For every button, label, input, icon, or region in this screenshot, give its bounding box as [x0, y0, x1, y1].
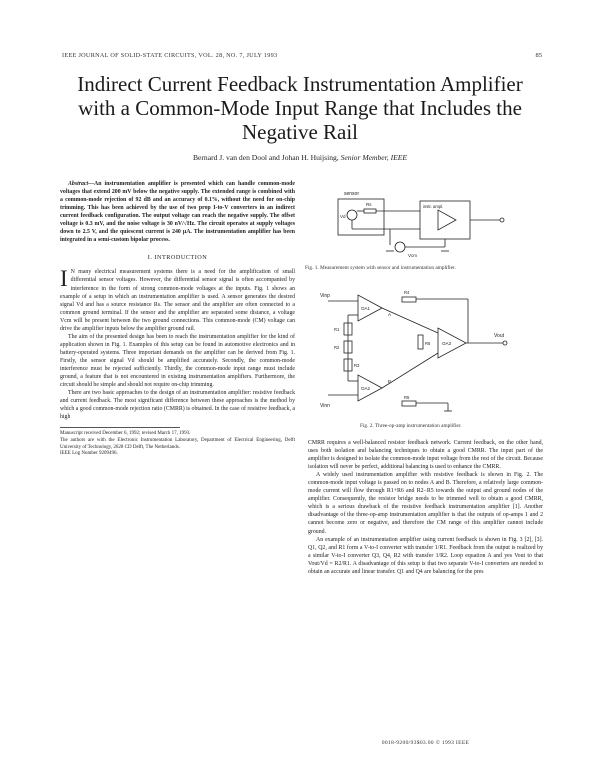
resistor-r5 [402, 401, 416, 406]
fig2-oa2-label: OA2 [361, 386, 371, 391]
author-names: Bernard J. van den Dool and Johan H. Huijsing, [192, 153, 339, 162]
intro-paragraph-3: There are two basic approaches to the design of an instrumentation amplifier: resistive feedback and current feedback. The most significant difference between these approaches is the method by which a good common-mode rejection ratio (CMRR) is obtained. In the case of resistive feedback, a high [60, 390, 295, 421]
fig2-vout-label: Vout [494, 333, 505, 339]
resistor-r4 [402, 297, 416, 302]
author-line [60, 153, 540, 162]
footnote-affiliation: The authors are with the Electronic Instrumentation Laboratory, Department of Electrical Engineering, Delft University of Technology, 2628 CD Delft, The Netherlands. [60, 437, 295, 450]
fig1-sensor-label: sensor [344, 191, 360, 197]
fig2-r1-label: R1 [334, 327, 340, 332]
abstract [60, 180, 295, 244]
abstract-text: An instrumentation amplifier is presented which can handle common-mode voltages that extend 200 mV below the negative supply. The extended range is combined with a common-mode rejection of 92 dB and an accuracy of 0.1%, without the need for on-chip trimming. This has been achieved by the use of two prop I-to-V converters in an indirect current feedback configuration. The output voltage can reach the negative supply. The offset voltage is 0.3 mV, and the noise voltage is 30 nV/√Hz. The circuit operates at supply voltages down to 2.5 V, and the quiescent current is 240 μA. The instrumentation amplifier has been integrated in a semi-custom bipolar process. [60, 181, 295, 244]
dropcap: I [60, 266, 68, 292]
vd-source [347, 210, 357, 220]
fig1-rs-label: Rs [366, 202, 372, 207]
fig2-r4-label: R4 [404, 290, 410, 295]
right-paragraph-2: A widely used instrumentation amplifier with resistive feedback is shown in Fig. 2. The common-mode input voltage is passed on to nodes A and B. Therefore, a relatively large common-mode current will flow through R1+R6 and R2−R5 towards the output and ground nodes of the amplifier. Consequently, the resistor bridge needs to be trimmed well to obtain a good CMRR, which is a serious drawback of the resistive feedback instrumentation amplifier [1]. Another disadvantage of the three-op-amp instrumentation amplifier is that the outputs of op-amps 1 and 2 cannot become zero or negative, and therefore the CM range of this amplifier cannot include ground. [308, 472, 543, 535]
figure-1-diagram [330, 185, 530, 260]
footnote-log-number: IEEE Log Number 9209496. [60, 451, 118, 457]
right-column [308, 439, 543, 576]
resistor-r6 [418, 335, 423, 349]
fig2-r3-label: R3 [354, 363, 360, 368]
author-role: Senior Member, IEEE [340, 153, 408, 162]
left-column [60, 180, 295, 458]
intro-paragraph-1-text: N many electrical measurement systems there is a need for the amplification of small differential sensor voltages. However, the differential sensor signal is often accompanied by interference in the form of strong common-mode voltages at the inputs. Fig. 1 shows an example of a setup in which an instrumentation amplifier is used. A sensor generates the desired signal Vd and has a source resistance Rs. The sensor and the amplifier are often connected to a common ground terminal. If the sensor and the amplifier are separated some distance, a voltage Vcm will be present between the two ground connections. This common-mode (CM) voltage can drive the amplifier inputs below the amplifier ground rail. [60, 269, 295, 332]
figure-2-diagram [318, 283, 518, 418]
fig1-vd-label: Vd [340, 214, 346, 219]
fig2-r5-label: R5 [404, 395, 410, 400]
fig2-vinn-label: Vinn [320, 403, 330, 409]
fig2-r6-label: R6 [425, 341, 431, 346]
fig2-vinp-label: Vinp [320, 293, 330, 299]
footnotes [60, 427, 295, 457]
fig2-oa3-label: OA3 [442, 341, 452, 346]
fig2-oa1-label: OA1 [361, 306, 371, 311]
fig2-node-b-label: B [388, 379, 392, 384]
page-number: 85 [535, 52, 542, 59]
figure-2-caption: Fig. 2. Three-op-amp instrumentation amplifier. [360, 423, 462, 429]
right-paragraph-3: An example of an instrumentation amplifier using current feedback is shown in Fig. 3 [2], [3]. Q1, Q2, and R1 form a V-to-I converter with transfer 1/R1. Feedback from the output is realized by a similar V-to-I converter Q3, Q4, R2 with transfer 1/R2. Loop equation A and yes Vout to that Vout/Vd = R2/R1. A disadvantage of this setup is that two separate V-to-I converters are needed to obtain an accurate and linear transfer. Q1 and Q4 are balancing for the pres [308, 536, 543, 575]
intro-paragraph-1 [60, 268, 295, 332]
fig1-amp-label: instr. ampl. [423, 204, 444, 209]
footnote-manuscript: Manuscript received December 6, 1992; revised March 17, 1993. [60, 431, 191, 437]
abstract-label: Abstract— [68, 181, 94, 187]
section-heading-introduction: I. INTRODUCTION [147, 254, 208, 262]
rs-resistor [364, 209, 376, 213]
figure-1-caption: Fig. 1. Measurement system with sensor and instrumentation amplifier. [305, 265, 456, 271]
copyright-line: 0018-9200/93$03.00 © 1993 IEEE [381, 740, 470, 746]
fig2-r2-label: R2 [334, 345, 340, 350]
fig2-node-a-label: A [388, 312, 392, 317]
fig1-vcm-label: Vcm [408, 253, 417, 258]
intro-paragraph-2: The aim of the presented design has been to reach the instrumentation amplifier for the kind of application shown in Fig. 1. Examples of this setup can be found in automotive electronics and in battery-operated systems. Three important demands on the amplifier can be derived from Fig. 1. Firstly, the sensor signal Vd should be amplified accurately. Secondly, the common-mode interference must be rejected sufficiently. Thirdly, the common-mode input range must include ground, a feature that is not encountered in existing instrumentation amplifiers. Furthermore, the circuit should be simple and should not require on-chip trimming. [60, 333, 295, 389]
right-paragraph-1: CMRR requires a well-balanced resistor feedback network. Current feedback, on the other hand, uses both isolation and balancing techniques to obtain a good CMRR. The input part of the amplifier is designed to isolate the common-mode input voltage from the rest of the circuit. Because isolation will never be perfect, additional balancing is used to enhance the CMRR. [308, 440, 543, 471]
running-head: IEEE JOURNAL OF SOLID-STATE CIRCUITS, VOL. 28, NO. 7, JULY 1993 [62, 52, 278, 59]
vcm-source [395, 242, 405, 252]
paper-title: Indirect Current Feedback Instrumentation Amplifier with a Common-Mode Input Range that Includes the Negative Rail [77, 72, 523, 144]
amp-triangle [438, 210, 456, 230]
